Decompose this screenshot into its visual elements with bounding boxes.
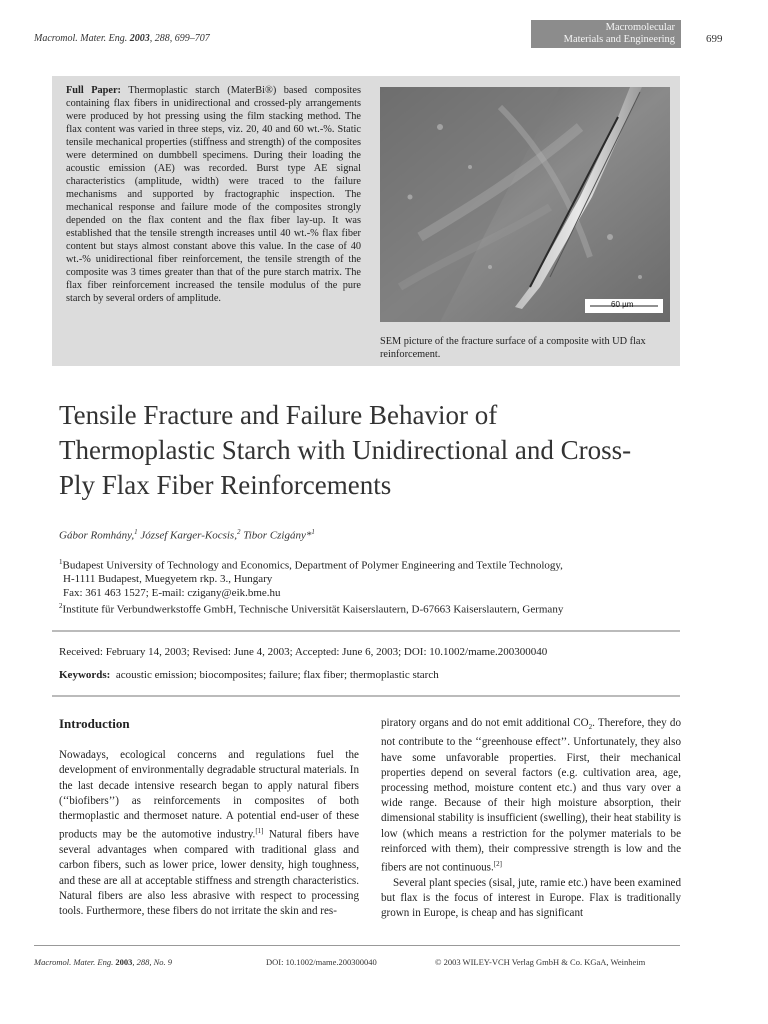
- abstract-label: Full Paper:: [66, 85, 121, 96]
- footer-copyright: © 2003 WILEY-VCH Verlag GmbH & Co. KGaA, Weinheim: [435, 957, 646, 967]
- paragraph: Several plant species (sisal, jute, ramie etc.) have been examined but flax is the focus of interest in Europe. Flax is traditionally grown in Europe, is cheap and has significant: [381, 876, 681, 920]
- keywords: Keywords: acoustic emission; biocomposites; failure; flax fiber; thermoplastic starch: [59, 669, 439, 681]
- contact-email: Fax: 361 463 1527; E-mail: czigany@eik.bme.hu: [63, 586, 281, 599]
- sem-image: [380, 87, 670, 322]
- affiliations: $^1$Budapest University of Technology and Economics, Department of Polymer Engineering and Textile Technology, H-1111 Budapest, Muegyetem rkp. 3., Hungary Fax: 361 463 1527; E-mail: czigany@eik.bme.hu $^2$Institute für Verbundwerkstoffe GmbH, Technische Universität Kaiserslautern, D-67663 Kaiserslautern, Germany: [59, 556, 689, 617]
- paper-title: Tensile Fracture and Failure Behavior of Thermoplastic Starch with Unidirectional and Cross-Ply Flax Fiber Reinforcements: [59, 400, 632, 500]
- paragraph: piratory organs and do not emit additional $CO_2$. Therefore, they do not contribute to the ‘‘greenhouse effect’’. Unfortunately, they also have some unfavorable properties. First, their mechanical properties depend on several factors (e.g. cultivation area, age, processing method, moisture content etc.) and thus vary over a wide range. Because of their high moisture absorption, their dimensional stability is insufficient (swelling), their heat stability is low (which means a restriction for the polymer materials to be reinforced with them), their compressive strength is low and the fibers are not continuous.[2]: [381, 717, 681, 874]
- running-header: Macromol. Mater. Eng. 2003, 288, 699–707: [34, 33, 210, 44]
- figure-caption: SEM picture of the fracture surface of a composite with UD flax reinforcement.: [380, 336, 646, 360]
- abstract-text: Full Paper: Thermoplastic starch (MaterBi®) based composites containing flax fibers in unidirectional and crossed-ply arrangements were produced by hot pressing using the film stacking method. The flax content was varied in three steps, viz. 20, 40 and 60 wt.-%. Static tensile mechanical properties (stiffness and strength) of the composites were determined on dumbbell specimens. During their loading the acoustic emission (AE) was recorded. Burst type AE signal characteristics (amplitude, width) were traced to the failure mechanisms and supported by fractographic inspection. The mechanical response and failure mode of the composites strongly depended on the flax content and the flax fiber lay-up. It was established that the tensile strength increases until 40 wt.-% flax fiber content but stays almost constant above this value. In the case of 40 wt.-% unidirectional fiber reinforcement, the tensile strength of the composite was 3 times greater than that of the pure starch matrix. The flax fiber reinforcement increased the tensile modulus of the pure starch by several orders of amplitude.: [66, 85, 361, 304]
- authors: Gábor Romhány,$^1$ József Karger-Kocsis,$^2$ Tibor Czigány*$^1$: [59, 528, 315, 542]
- section-heading: Introduction: [59, 716, 130, 731]
- divider: [52, 630, 680, 632]
- received-dates: Received: February 14, 2003; Revised: June 4, 2003; Accepted: June 6, 2003; DOI: 10.1002/mame.200300040: [59, 646, 548, 658]
- page-number: 699: [706, 33, 723, 45]
- column-right: [381, 716, 681, 922]
- paragraph: Nowadays, ecological concerns and regulations fuel the development of environmentally degradable structural materials. In the last decade intensive research began to apply natural fibers (‘‘biofibers’’) as reinforcements in composites of both thermoplastic and thermoset nature. A potential end-user of these products may be the automotive industry.[1] Natural fibers have several advantages when compared with traditional glass and carbon fibers, such as lower price, lower density, high toughness, and these are all at acceptable stiffness and strength characteristics. Natural fibers are also less abrasive with respect to processing tools. Furthermore, these fibers do not irritate the skin and res-: [59, 749, 359, 917]
- sem-fracture-picture: [380, 87, 670, 322]
- divider: [52, 695, 680, 697]
- footer-rule: [34, 945, 680, 946]
- journal-logo: Macromolecular Materials and Engineering: [531, 20, 681, 48]
- scale-bar-label: 60 µm: [611, 300, 634, 309]
- footer-citation: Macromol. Mater. Eng. 2003, 288, No. 9: [34, 957, 173, 967]
- footer-doi: DOI: 10.1002/mame.200300040: [266, 957, 377, 967]
- column-left: [59, 716, 359, 919]
